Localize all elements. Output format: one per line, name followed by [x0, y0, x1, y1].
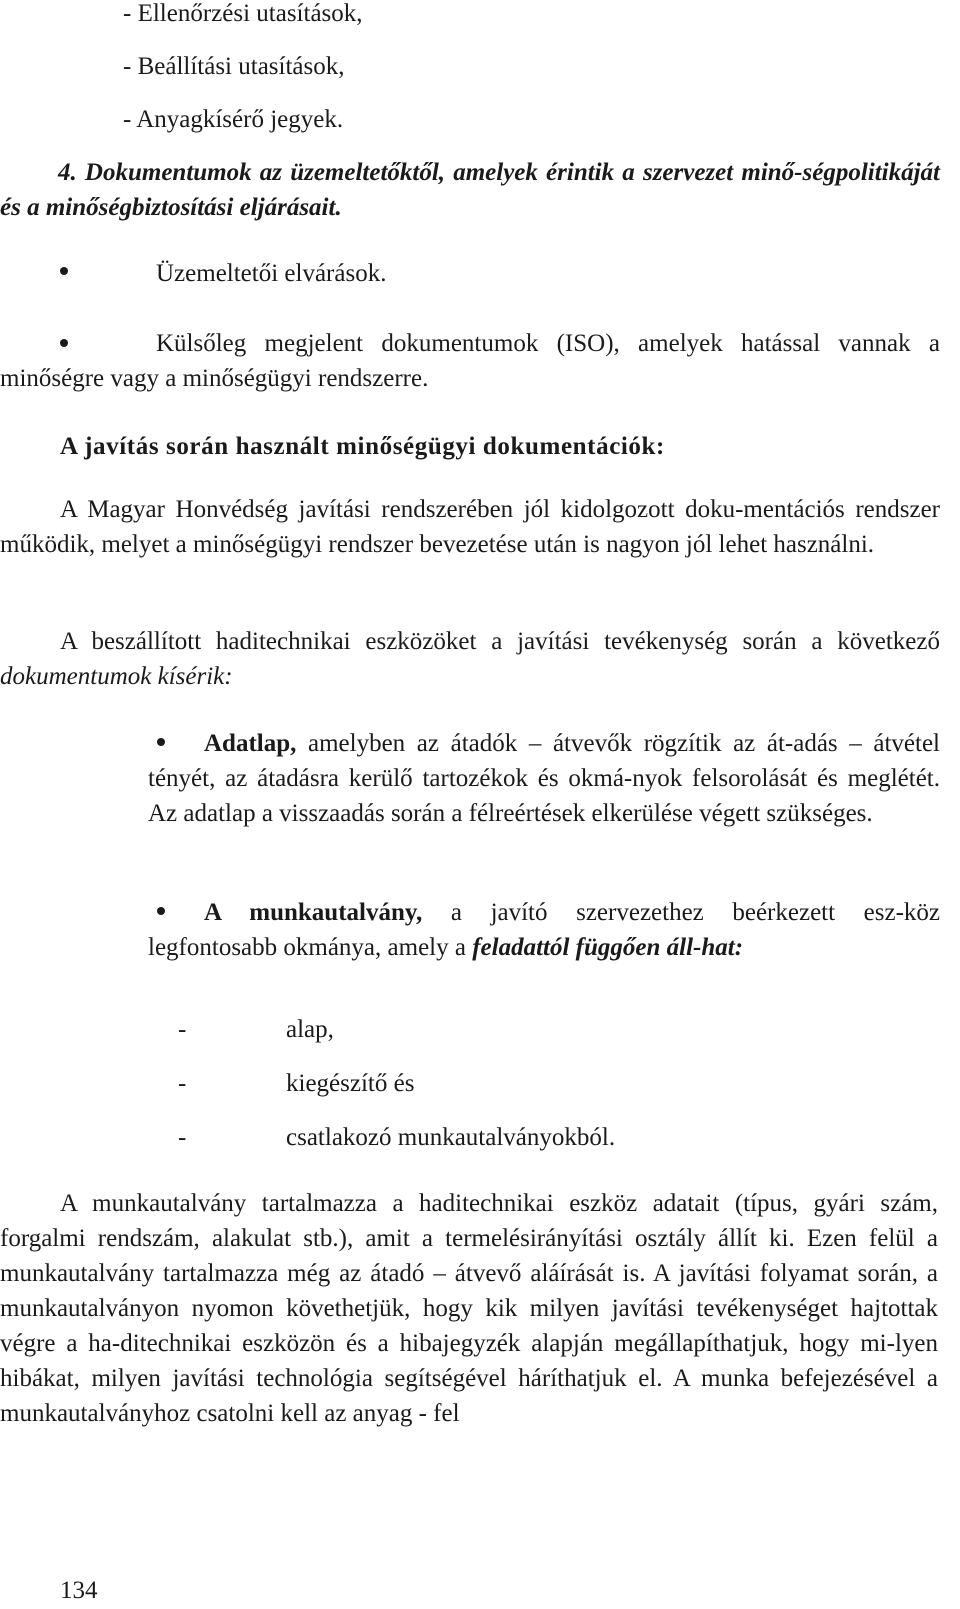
bullet-title: Adatlap, — [204, 730, 297, 757]
bullet-icon — [60, 267, 68, 275]
list-item-text: csatlakozó munkautalványokból. — [286, 1124, 616, 1151]
emphasis-text: feladattól függően áll-hat: — [472, 934, 744, 961]
bullet-text: a javító szervezethez beérkezett esz-köz legfontosabb okmánya, amely a — [148, 899, 941, 961]
dash-list — [178, 1012, 778, 1174]
emphasis-text: dokumentumok kísérik: — [0, 663, 233, 690]
bullet-item — [148, 895, 940, 965]
list-item: - Beállítási utasítások, — [123, 53, 345, 80]
section-heading: A javítás során használt minőségügyi dokumentációk: — [60, 433, 665, 460]
dash: - — [178, 1016, 187, 1043]
bullet-icon — [60, 339, 68, 347]
numbered-item-4: 4. Dokumentumok az üzemeltetőktől, amelyek érintik a szervezet minő-ségpolitikáját és a minőségbiztosítási eljárásait. — [0, 159, 940, 221]
bullet-text: amelyben az átadók – átvevők rögzítik az át-adás – átvétel tényét, az átadásra kerülő tartozékok és okmá-nyok felsorolását és meglétét. Az adatlap a visszaadás során a félreértések elkerülése végett szükséges. — [148, 730, 940, 827]
bullet-item — [148, 726, 940, 831]
list-item-text: kiegészítő és — [286, 1070, 415, 1097]
page-number: 134 — [60, 1577, 98, 1604]
paragraph: A Magyar Honvédség javítási rendszerében jól kidolgozott doku-mentációs rendszer működik, melyet a minőségügyi rendszer bevezetése után is nagyon jól lehet használni. — [0, 496, 940, 558]
bullet-text: Üzemeltetői elvárások. — [156, 260, 387, 287]
top-list — [123, 0, 363, 155]
list-item — [178, 1066, 778, 1120]
list-item-text: alap, — [286, 1016, 334, 1043]
list-item — [178, 1012, 778, 1066]
paragraph-text: A beszállított haditechnikai eszközöket a javítási tevékenység során a következő — [60, 628, 940, 655]
dash: - — [178, 1124, 187, 1151]
bullet-title: A munkautalvány, — [204, 899, 423, 926]
bullet-item — [0, 326, 940, 396]
dash: - — [178, 1070, 187, 1097]
list-item — [178, 1120, 778, 1174]
list-item: - Anyagkísérő jegyek. — [123, 106, 344, 133]
paragraph — [0, 624, 940, 694]
bullet-text: Külsőleg megjelent dokumentumok (ISO), amelyek hatással vannak a minőségre vagy a minőségügyi rendszerre. — [0, 330, 940, 392]
paragraph: A munkautalvány tartalmazza a haditechnikai eszköz adatait (típus, gyári szám, forgalmi rendszám, alakulat stb.), amit a termelésirányítási osztály állít ki. Ezen felül a munkautalvány tartalmazza még az átadó – átvevő aláírását is. A javítási folyamat során, a munkautalványon nyomon követhetjük, hogy kik milyen javítási tevékenységet hajtottak végre a ha-ditechnikai eszközön és a hibajegyzék alapján megállapíthatjuk, hogy mi-lyen hibákat, milyen javítási technológia segítségével háríthatjuk el. A munka befejezésével a munkautalványhoz csatolni kell az anyag - fel — [0, 1190, 938, 1427]
list-item: - Ellenőrzési utasítások, — [123, 0, 363, 27]
